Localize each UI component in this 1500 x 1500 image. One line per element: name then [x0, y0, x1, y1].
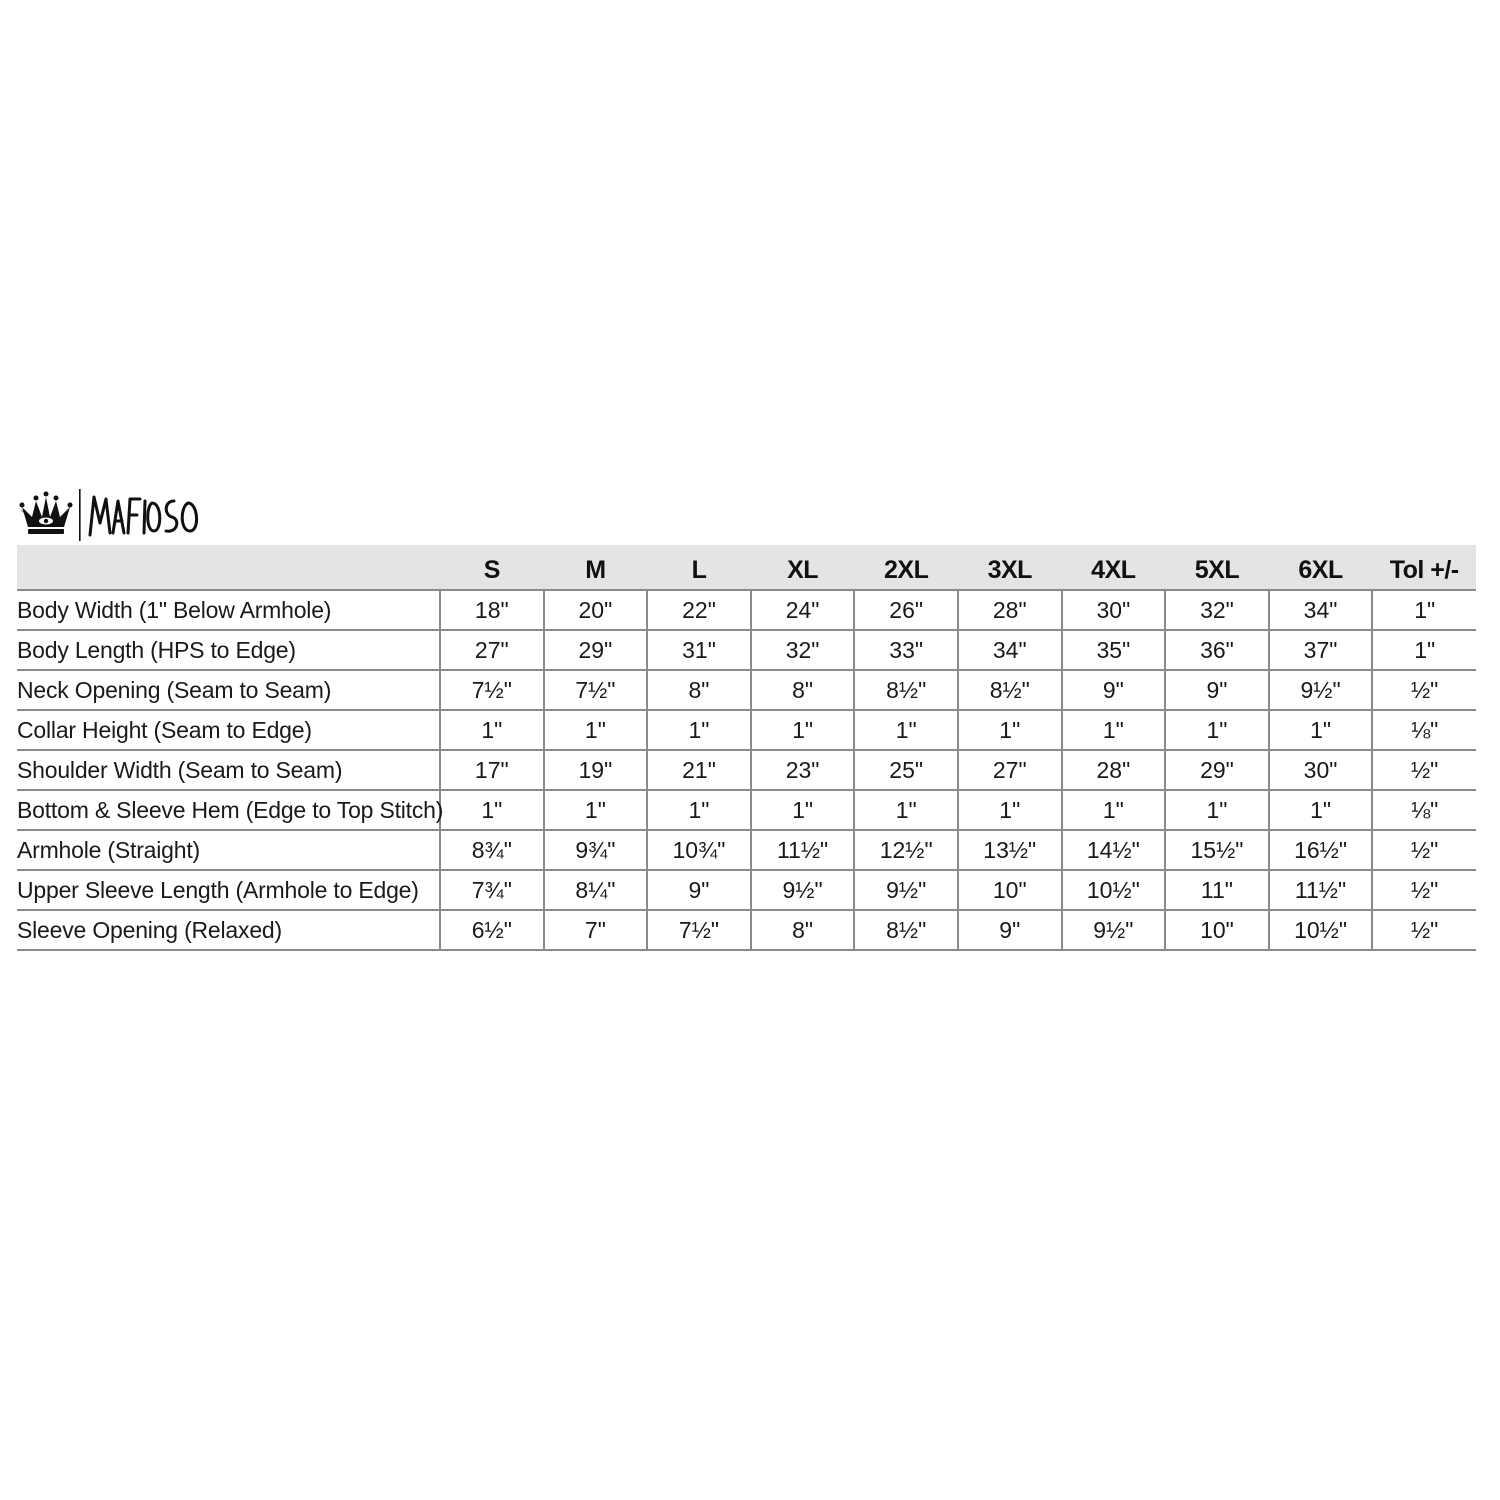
- table-cell: 14½": [1062, 830, 1166, 870]
- table-cell: 31": [647, 630, 751, 670]
- table-cell: 8": [751, 670, 855, 710]
- table-cell: 25": [854, 750, 958, 790]
- table-cell: 12½": [854, 830, 958, 870]
- table-cell: 9": [1062, 670, 1166, 710]
- table-cell: 8¼": [544, 870, 648, 910]
- header-size-6xl: 6XL: [1269, 545, 1373, 590]
- row-label: Body Width (1" Below Armhole): [17, 590, 440, 630]
- table-cell: 7": [544, 910, 648, 950]
- table-cell: 23": [751, 750, 855, 790]
- table-cell: 1": [751, 790, 855, 830]
- table-cell: 34": [1269, 590, 1373, 630]
- table-cell: 9": [958, 910, 1062, 950]
- table-cell: 19": [544, 750, 648, 790]
- table-cell: 30": [1269, 750, 1373, 790]
- table-cell: 9¾": [544, 830, 648, 870]
- header-size-xl: XL: [751, 545, 855, 590]
- table-cell: 1": [1269, 710, 1373, 750]
- header-size-5xl: 5XL: [1165, 545, 1269, 590]
- table-cell: 20": [544, 590, 648, 630]
- row-label: Neck Opening (Seam to Seam): [17, 670, 440, 710]
- table-cell: 28": [958, 590, 1062, 630]
- table-cell: 8": [751, 910, 855, 950]
- table-cell: 8½": [958, 670, 1062, 710]
- table-cell: 1": [854, 790, 958, 830]
- row-label: Upper Sleeve Length (Armhole to Edge): [17, 870, 440, 910]
- table-cell: 7½": [544, 670, 648, 710]
- table-cell: 32": [751, 630, 855, 670]
- table-cell: 27": [958, 750, 1062, 790]
- table-row: [17, 590, 1476, 630]
- table-cell: 6½": [440, 910, 544, 950]
- header-corner: [17, 545, 440, 590]
- table-cell: ½": [1372, 870, 1476, 910]
- table-cell: 10½": [1062, 870, 1166, 910]
- table-cell: 34": [958, 630, 1062, 670]
- size-chart-table: [17, 545, 1476, 951]
- row-label: Armhole (Straight): [17, 830, 440, 870]
- row-label: Collar Height (Seam to Edge): [17, 710, 440, 750]
- table-body: [17, 590, 1476, 950]
- table-cell: ⅛": [1372, 710, 1476, 750]
- table-cell: 9½": [751, 870, 855, 910]
- row-label: Bottom & Sleeve Hem (Edge to Top Stitch): [17, 790, 440, 830]
- table-cell: 9½": [1062, 910, 1166, 950]
- header-size-2xl: 2XL: [854, 545, 958, 590]
- table-cell: 15½": [1165, 830, 1269, 870]
- table-row: [17, 790, 1476, 830]
- header-tolerance: Tol +/-: [1372, 545, 1476, 590]
- table-cell: 13½": [958, 830, 1062, 870]
- table-cell: 9": [647, 870, 751, 910]
- brand-logo: [18, 487, 208, 543]
- table-cell: 30": [1062, 590, 1166, 630]
- table-row: [17, 910, 1476, 950]
- table-cell: 1": [1062, 710, 1166, 750]
- table-cell: 7¾": [440, 870, 544, 910]
- table-cell: 29": [1165, 750, 1269, 790]
- table-cell: 33": [854, 630, 958, 670]
- table-cell: 9½": [1269, 670, 1373, 710]
- table-row: [17, 750, 1476, 790]
- table-cell: 1": [958, 710, 1062, 750]
- table-header-row: [17, 545, 1476, 590]
- table-row: [17, 830, 1476, 870]
- header-size-s: S: [440, 545, 544, 590]
- table-cell: 1": [1062, 790, 1166, 830]
- table-cell: 11½": [1269, 870, 1373, 910]
- table-cell: ½": [1372, 910, 1476, 950]
- table-cell: 32": [1165, 590, 1269, 630]
- table-cell: 1": [1165, 790, 1269, 830]
- table-cell: 1": [1372, 630, 1476, 670]
- table-cell: 8½": [854, 910, 958, 950]
- table-cell: 1": [751, 710, 855, 750]
- table-cell: 1": [544, 710, 648, 750]
- table-cell: 27": [440, 630, 544, 670]
- table-cell: 22": [647, 590, 751, 630]
- table-cell: 18": [440, 590, 544, 630]
- table-cell: 10½": [1269, 910, 1373, 950]
- row-label: Sleeve Opening (Relaxed): [17, 910, 440, 950]
- table-cell: 16½": [1269, 830, 1373, 870]
- table-row: [17, 630, 1476, 670]
- table-cell: 26": [854, 590, 958, 630]
- table-cell: 7½": [647, 910, 751, 950]
- table-cell: 29": [544, 630, 648, 670]
- header-size-l: L: [647, 545, 751, 590]
- table-cell: 11": [1165, 870, 1269, 910]
- table-row: [17, 670, 1476, 710]
- table-cell: 36": [1165, 630, 1269, 670]
- table-cell: 8½": [854, 670, 958, 710]
- table-cell: 1": [958, 790, 1062, 830]
- table-cell: 9": [1165, 670, 1269, 710]
- table-cell: 8¾": [440, 830, 544, 870]
- table-cell: 11½": [751, 830, 855, 870]
- table-cell: ½": [1372, 830, 1476, 870]
- header-size-m: M: [544, 545, 648, 590]
- header-size-4xl: 4XL: [1062, 545, 1166, 590]
- table-cell: 35": [1062, 630, 1166, 670]
- header-size-3xl: 3XL: [958, 545, 1062, 590]
- table-cell: 1": [544, 790, 648, 830]
- table-cell: 1": [1165, 710, 1269, 750]
- table-cell: 1": [1269, 790, 1373, 830]
- table-cell: 9½": [854, 870, 958, 910]
- table-cell: 1": [440, 710, 544, 750]
- table-cell: ½": [1372, 670, 1476, 710]
- table-cell: 17": [440, 750, 544, 790]
- table-cell: ½": [1372, 750, 1476, 790]
- table-cell: 10": [958, 870, 1062, 910]
- row-label: Body Length (HPS to Edge): [17, 630, 440, 670]
- table-row: [17, 870, 1476, 910]
- table-cell: 8": [647, 670, 751, 710]
- row-label: Shoulder Width (Seam to Seam): [17, 750, 440, 790]
- table-cell: 10": [1165, 910, 1269, 950]
- table-cell: 1": [1372, 590, 1476, 630]
- table-cell: 10¾": [647, 830, 751, 870]
- table-cell: 1": [440, 790, 544, 830]
- table-cell: 28": [1062, 750, 1166, 790]
- table-cell: 24": [751, 590, 855, 630]
- table-cell: ⅛": [1372, 790, 1476, 830]
- table-cell: 21": [647, 750, 751, 790]
- table-cell: 1": [647, 790, 751, 830]
- table-row: [17, 710, 1476, 750]
- table-cell: 1": [647, 710, 751, 750]
- table-cell: 1": [854, 710, 958, 750]
- table-cell: 7½": [440, 670, 544, 710]
- crown-icon: [18, 487, 208, 543]
- table-cell: 37": [1269, 630, 1373, 670]
